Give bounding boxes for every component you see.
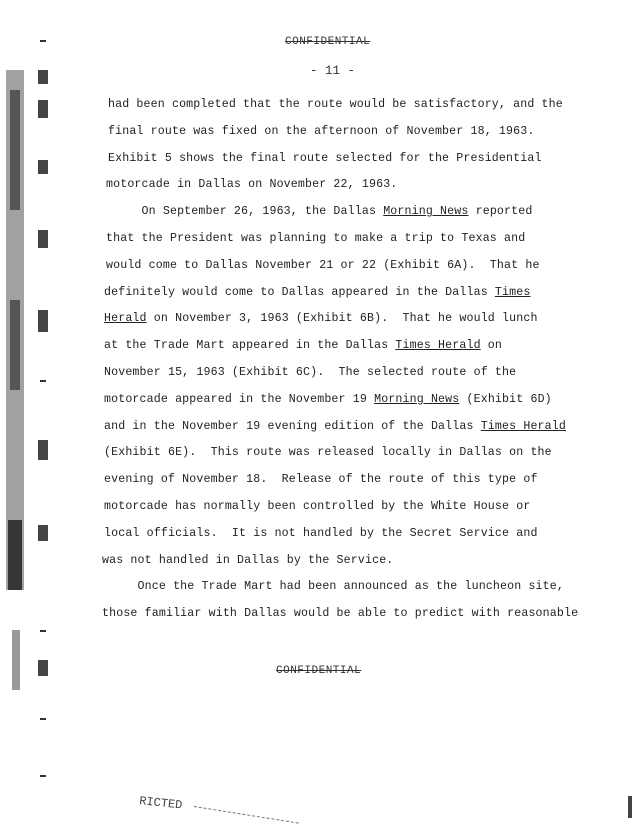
text-line [106, 205, 532, 218]
text-run: those familiar with Dallas would be able to predict with reasonable [102, 607, 579, 620]
text-run: November 15, 1963 (Exhibit 6C). The selected route of the [104, 366, 517, 379]
underlined-title: Times Herald [395, 339, 481, 352]
text-run: (Exhibit 6E). This route was released locally in Dallas on the [104, 446, 552, 459]
text-run: on [480, 339, 503, 352]
text-line [106, 232, 525, 245]
text-line [108, 152, 542, 165]
text-line [104, 339, 502, 352]
restricted-stamp: RICTED [138, 794, 183, 813]
edge-mark [628, 796, 632, 818]
text-line [104, 527, 538, 540]
text-line [104, 286, 530, 299]
underlined-title: Times Herald [480, 420, 566, 433]
text-run: final route was fixed on the afternoon of November 18, 1963. [108, 125, 535, 138]
text-run: at the Trade Mart appeared in the Dallas [104, 339, 396, 352]
text-run: and in the November 19 evening edition of the Dallas [104, 420, 481, 433]
text-line [104, 473, 538, 486]
text-run: Exhibit 5 shows the final route selected for the Presidential [108, 152, 542, 165]
underlined-title: Herald [104, 312, 147, 325]
underlined-title: Morning News [383, 205, 469, 218]
text-run: local officials. It is not handled by the Secret Service and [104, 527, 538, 540]
text-line [104, 420, 566, 433]
text-line [108, 125, 534, 138]
text-run: on November 3, 1963 (Exhibit 6B). That he would lunch [146, 312, 538, 325]
text-line [102, 580, 564, 593]
text-run: On September 26, 1963, the Dallas [106, 205, 384, 218]
text-run: would come to Dallas November 21 or 22 (Exhibit 6A). That he [106, 259, 540, 272]
text-run: evening of November 18. Release of the route of this type of [104, 473, 538, 486]
text-run: had been completed that the route would be satisfactory, and the [108, 98, 563, 111]
text-line [106, 259, 540, 272]
text-run: motorcade appeared in the November 19 [104, 393, 375, 406]
text-run: motorcade in Dallas on November 22, 1963. [106, 178, 398, 191]
page-number: - 11 - [310, 64, 356, 78]
text-line [108, 98, 563, 111]
text-line [104, 446, 552, 459]
underlined-title: Times [494, 286, 531, 299]
underlined-title: Morning News [374, 393, 460, 406]
text-run: definitely would come to Dallas appeared in the Dallas [104, 286, 495, 299]
text-run: was not handled in Dallas by the Service. [102, 554, 394, 567]
text-run: Once the Trade Mart had been announced as the luncheon site, [102, 580, 564, 593]
classification-footer: CONFIDENTIAL [276, 665, 362, 677]
text-line [104, 312, 538, 325]
text-run: motorcade has normally been controlled by the White House or [104, 500, 531, 513]
text-line [106, 178, 397, 191]
classification-header: CONFIDENTIAL [285, 36, 371, 48]
text-run: reported [468, 205, 533, 218]
text-line [104, 393, 552, 406]
text-run: (Exhibit 6D) [459, 393, 552, 406]
text-line [104, 500, 530, 513]
text-line [104, 366, 516, 379]
text-line [102, 607, 578, 620]
text-line [102, 554, 393, 567]
text-run: that the President was planning to make a trip to Texas and [106, 232, 526, 245]
